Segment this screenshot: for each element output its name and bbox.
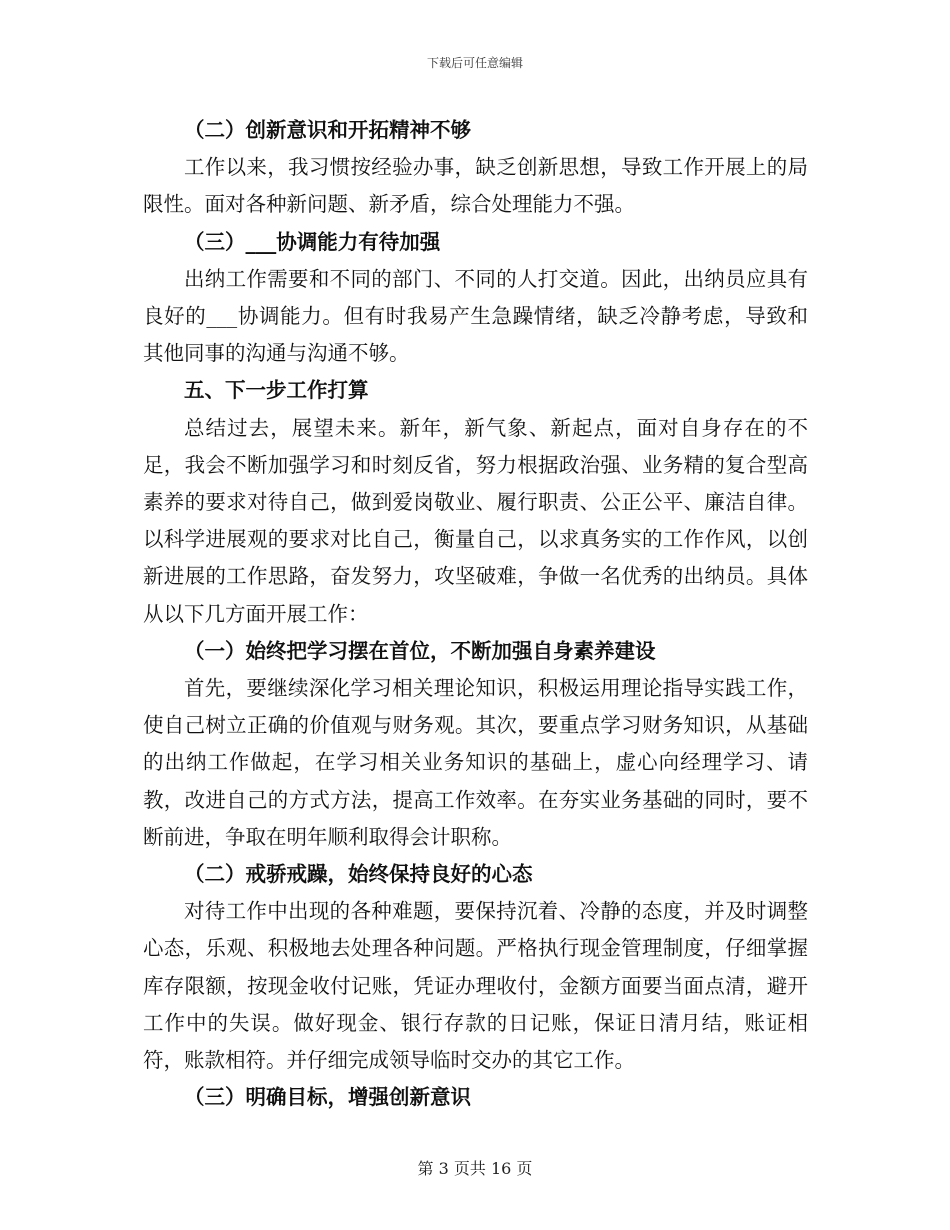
section-heading: （二）创新意识和开拓精神不够	[184, 118, 471, 142]
section-heading: 五、下一步工作打算	[184, 378, 369, 403]
page-number-footer: 第 3 页共 16 页	[417, 1159, 533, 1178]
section-heading: （三）___协调能力有待加强	[184, 229, 441, 254]
section-heading: （一）始终把学习摆在首位，不断加强自身素养建设	[184, 638, 656, 663]
body-paragraph: 对待工作中出现的各种难题，要保持沉着、冷静的态度，并及时调整心态，乐观、积极地去处理各种问题。严格执行现金管理制度，仔细掌握库存限额，按现金收付记账，凭证办理收付，金额方面要当面点清，避开工作中的失误。做好现金、银行存款的日记账，保证日清月结，账证相符，账款相符。并仔细完成领导临时交办的其它工作。	[143, 899, 808, 1073]
page-header: 下载后可任意编辑	[426, 56, 523, 70]
body-paragraph: 首先，要继续深化学习相关理论知识，积极运用理论指导实践工作，使自己树立正确的价值观与财务观。其次，要重点学习财务知识，从基础的出纳工作做起，在学习相关业务知识的基础上，虚心向经理学习、请教，改进自己的方式方法，提高工作效率。在夯实业务基础的同时，要不断前进，争取在明年顺利取得会计职称。	[143, 676, 808, 849]
section-heading: （二）戒骄戒躁，始终保持良好的心态	[184, 862, 533, 887]
body-paragraph: 出纳工作需要和不同的部门、不同的人打交道。因此，出纳员应具有良好的___协调能力。但有时我易产生急躁情绪，缺乏冷静考虑，导致和其他同事的沟通与沟通不够。	[143, 266, 808, 366]
body-paragraph: 工作以来，我习惯按经验办事，缺乏创新思想，导致工作开展上的局限性。面对各种新问题、新矛盾，综合处理能力不强。	[143, 155, 808, 217]
document-body	[143, 112, 808, 1116]
section-heading: （三）明确目标，增强创新意识	[184, 1085, 471, 1110]
body-paragraph: 总结过去，展望未来。新年，新气象、新起点，面对自身存在的不足，我会不断加强学习和时刻反省，努力根据政治强、业务精的复合型高素养的要求对待自己，做到爱岗敬业、履行职责、公正公平、廉洁自律。以科学进展观的要求对比自己，衡量自己，以求真务实的工作作风，以创新进展的工作思路，奋发努力，攻坚破难，争做一名优秀的出纳员。具体从以下几方面开展工作：	[143, 415, 808, 626]
